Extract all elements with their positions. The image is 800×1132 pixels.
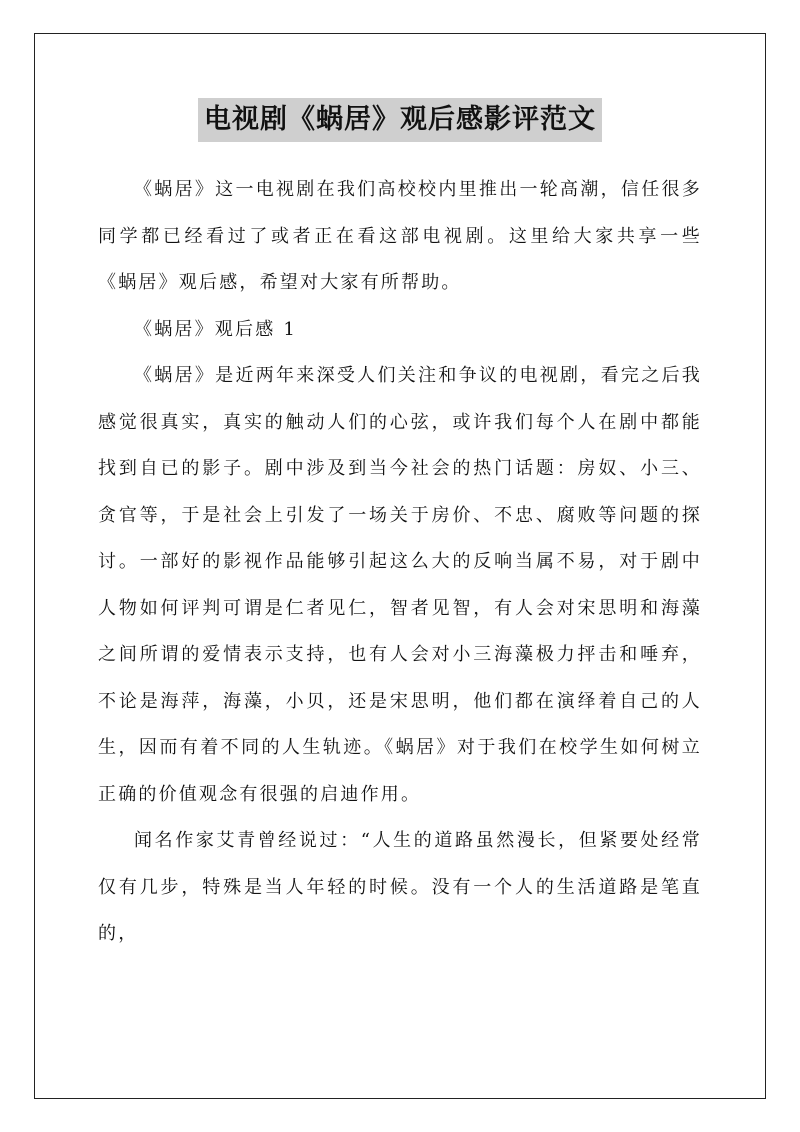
title-container [0,98,800,142]
intro-paragraph: 《蜗居》这一电视剧在我们高校校内里推出一轮高潮，信任很多同学都已经看过了或者正在看这部电视剧。这里给大家共享一些《蜗居》观后感，希望对大家有所帮助。 [98,179,702,293]
document-body [98,167,702,958]
review-paragraph: 《蜗居》是近两年来深受人们关注和争议的电视剧，看完之后我感觉很真实，真实的触动人们的心弦，或许我们每个人在剧中都能找到自已的影子。剧中涉及到当今社会的热门话题：房奴、小三、贪官等，于是社会上引发了一场关于房价、不忠、腐败等问题的探讨。一部好的影视作品能够引起这么大的反响当属不易，对于剧中人物如何评判可谓是仁者见仁，智者见智，有人会对宋思明和海藻之间所谓的爱情表示支持，也有人会对小三海藻极力抨击和唾弃，不论是海萍，海藻，小贝，还是宋思明，他们都在演绎着自己的人生，因而有着不同的人生轨迹。《蜗居》对于我们在校学生如何树立正确的价值观念有很强的启迪作用。 [98,365,702,805]
document-title: 电视剧《蜗居》观后感影评范文 [198,98,602,142]
section-heading: 《蜗居》观后感 1 [134,318,297,340]
quote-paragraph: 闻名作家艾青曾经说过：“人生的道路虽然漫长，但紧要处经常仅有几步，特殊是当人年轻的时候。没有一个人的生活道路是笔直的， [98,830,702,944]
